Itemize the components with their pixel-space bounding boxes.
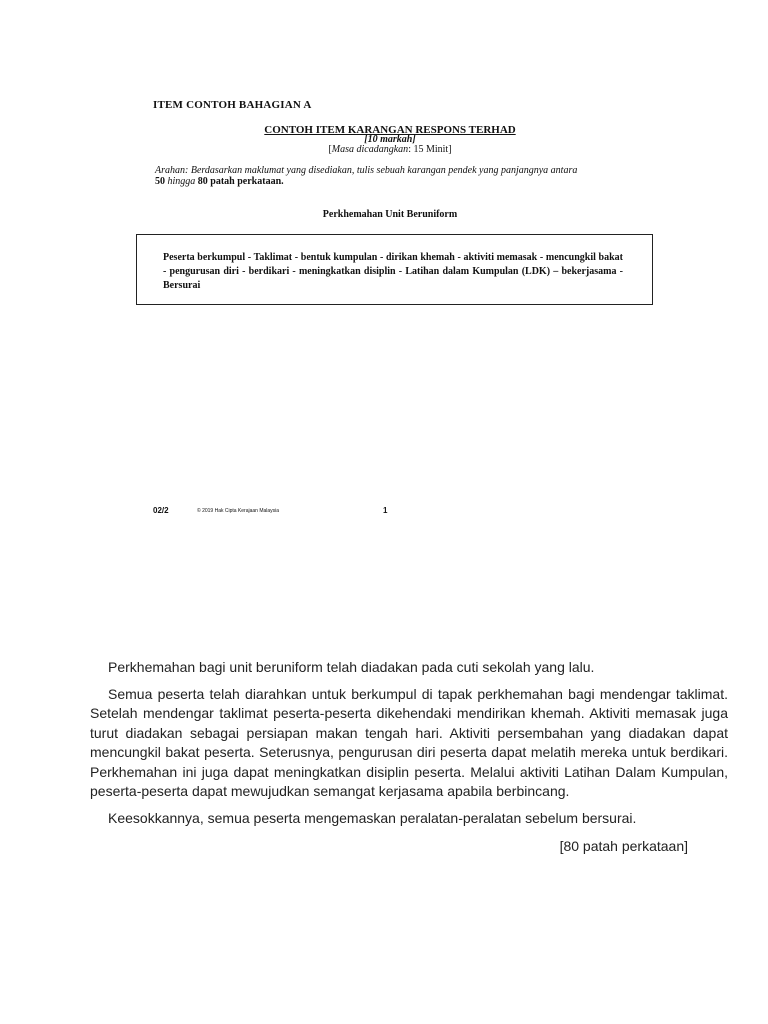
suggested-time: [Masa dicadangkan: 15 Minit] [328,144,452,155]
marks-text: [10 markah] [364,134,416,145]
sample-essay [90,658,728,835]
word-count-note: [80 patah perkataan] [559,838,688,854]
footer-code: 02/2 [153,506,169,515]
essay-topic: Perkhemahan Unit Beruniform [322,209,458,220]
instruction-min-words: 50 [155,176,165,187]
time-value: : 15 Minit [408,144,449,155]
item-heading: CONTOH ITEM KARANGAN RESPONS TERHAD [264,124,516,136]
instruction-prefix: Arahan: Berdasarkan maklumat yang disediakan, tulis sebuah karangan pendek yang panjangnya antara [155,165,578,176]
essay-paragraph: Keesokkannya, semua peserta mengemaskan peralatan-peralatan sebelum bersurai. [108,809,637,826]
instruction-suffix: patah perkataan. [207,176,284,187]
essay-paragraph: Perkhemahan bagi unit beruniform telah diadakan pada cuti sekolah yang lalu. [108,659,595,675]
instruction-middle: hingga [165,176,198,187]
section-title: ITEM CONTOH BAHAGIAN A [153,99,312,111]
instruction [155,165,585,187]
instruction-max-words: 80 [197,176,208,187]
time-label: Masa dicadangkan [331,144,409,155]
essay-paragraph: Semua peserta telah diarahkan untuk berkumpul di tapak perkhemahan bagi mendengar taklimat. Setelah mendengar taklimat peserta-peserta dikehendaki mendirikan khemah. Aktiviti memasak juga turut diadakan sebagai persiapan makan tengah hari. Aktiviti persembahan yang diadakan dapat mencungkil bakat peserta. Seterusnya, pengurusan diri peserta dapat melatih mereka untuk berdikari. Perkhemahan ini juga dapat meningkatkan disiplin peserta. Melalui aktiviti Latihan Dalam Kumpulan, peserta-peserta dapat mewujudkan semangat kerjasama apabila berbincang. [90,685,728,799]
keyword-list: Peserta berkumpul - Taklimat - bentuk kumpulan - dirikan khemah - aktiviti memasak - mencungkil bakat - pengurusan diri - berdikari - meningkatkan disiplin - Latihan dalam Kumpulan (LDK) – bekerjasama - Bersurai [163,252,623,291]
footer-page-number: 1 [383,506,388,515]
footer-copyright: © 2019 Hak Cipta Kerajaan Malaysia [197,508,280,514]
